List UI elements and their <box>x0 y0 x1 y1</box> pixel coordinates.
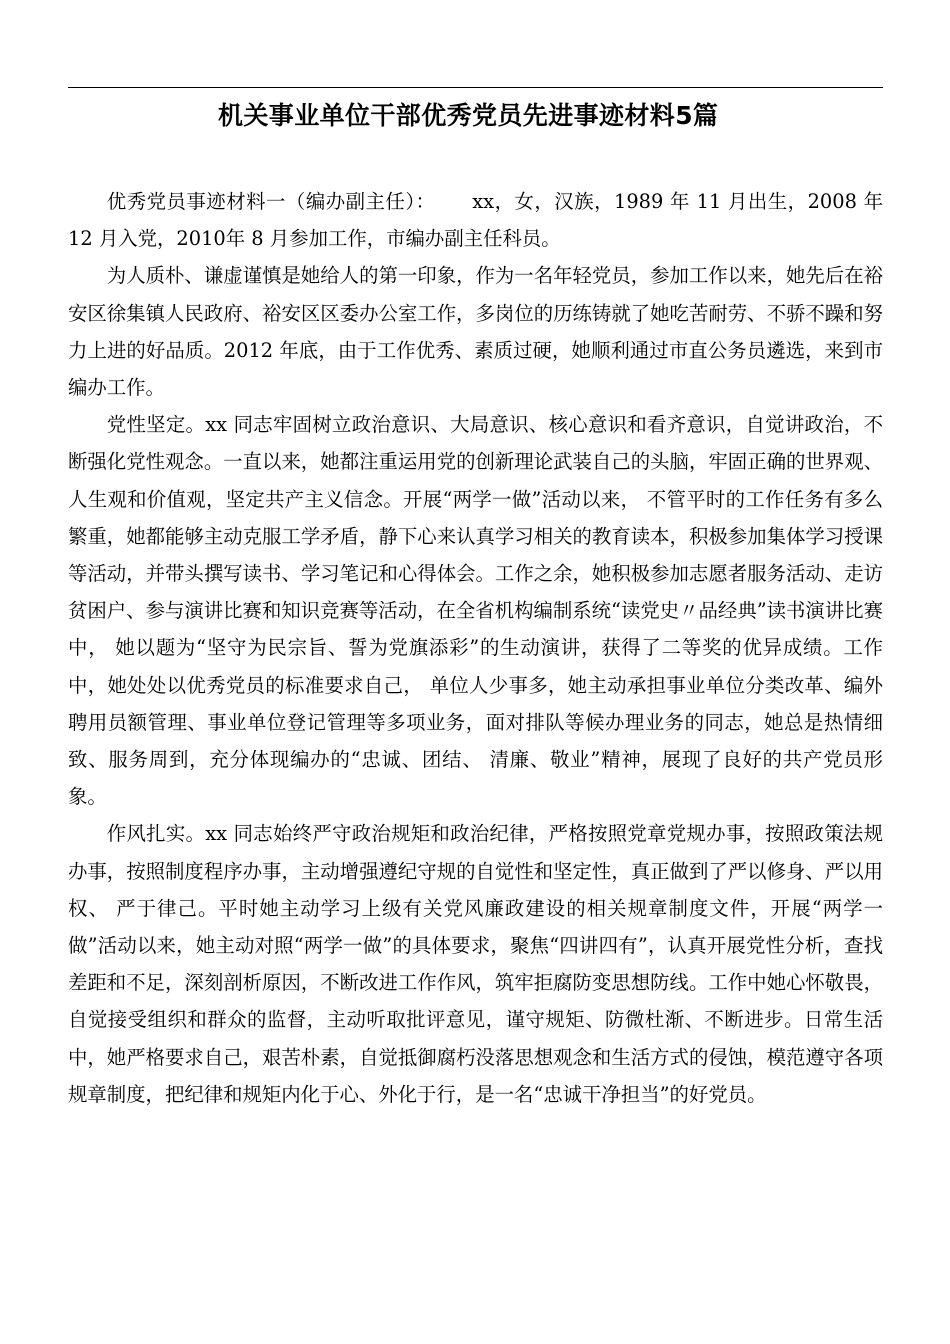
document-body <box>68 183 883 1113</box>
document-title: 机关事业单位干部优秀党员先进事迹材料5篇 <box>218 101 719 130</box>
paragraph-work-style: 作风扎实。xx 同志始终严守政治规矩和政治纪律，严格按照党章党规办事，按照政策法规办事，按照制度程序办事，主动增强遵纪守规的自觉性和坚定性，真正做到了严以修身、严以用权、 严于律己。平时她主动学习上级有关党风廉政建设的相关规章制度文件，开展“两学一做”活动以来，她主动对照“两学一做”的具体要求，聚焦“四讲四有”，认真开展党性分析，查找差距和不足，深刻剖析原因，不断改进工作作风，筑牢拒腐防变思想防线。工作中她心怀敬畏，自觉接受组织和群众的监督，主动听取批评意见，谨守规矩、防微杜渐、不断进步。日常生活中，她严格要求自己，艰苦朴素，自觉抵御腐朽没落思想观念和生活方式的侵蚀，模范遵守各项规章制度，把纪律和规矩内化于心、外化于行，是一名“忠诚干净担当”的好党员。 <box>68 822 883 1106</box>
paragraph-intro: 优秀党员事迹材料一（编办副主任）： xx，女，汉族，1989 年 11 月出生，2008 年12 月入党，2010年 8 月参加工作，市编办副主任科员。 <box>68 190 883 251</box>
paragraph-character: 为人质朴、谦虚谨慎是她给人的第一印象，作为一名年轻党员，参加工作以来，她先后在裕安区徐集镇人民政府、裕安区区委办公室工作，多岗位的历练铸就了她吃苦耐劳、不骄不躁和努力上进的好品质。2012 年底，由于工作优秀、素质过硬，她顺利通过市直公务员遴选，来到市编办工作。 <box>68 264 883 400</box>
header-rule <box>68 87 883 88</box>
paragraph-party-spirit: 党性坚定。xx 同志牢固树立政治意识、大局意识、核心意识和看齐意识，自觉讲政治，不断强化党性观念。一直以来，她都注重运用党的创新理论武装自己的头脑，牢固正确的世界观、人生观和价值观，坚定共产主义信念。开展“两学一做”活动以来， 不管平时的工作任务有多么繁重，她都能够主动克服工学矛盾，静下心来认真学习相关的教育读本，积极参加集体学习授课等活动，并带头撰写读书、学习笔记和心得体会。工作之余，她积极参加志愿者服务活动、走访贫困户、参与演讲比赛和知识竞赛等活动，在全省机构编制系统“读党史〃品经典”读书演讲比赛中， 她以题为“坚守为民宗旨、誓为党旗添彩”的生动演讲，获得了二等奖的优异成绩。工作中，她处处以优秀党员的标准要求自己， 单位人少事多，她主动承担事业单位分类改革、编外聘用员额管理、事业单位登记管理等多项业务，面对排队等候办理业务的同志，她总是热情细致、服务周到，充分体现编办的“忠诚、团结、 清廉、敬业”精神，展现了良好的共产党员形象。 <box>68 413 883 809</box>
